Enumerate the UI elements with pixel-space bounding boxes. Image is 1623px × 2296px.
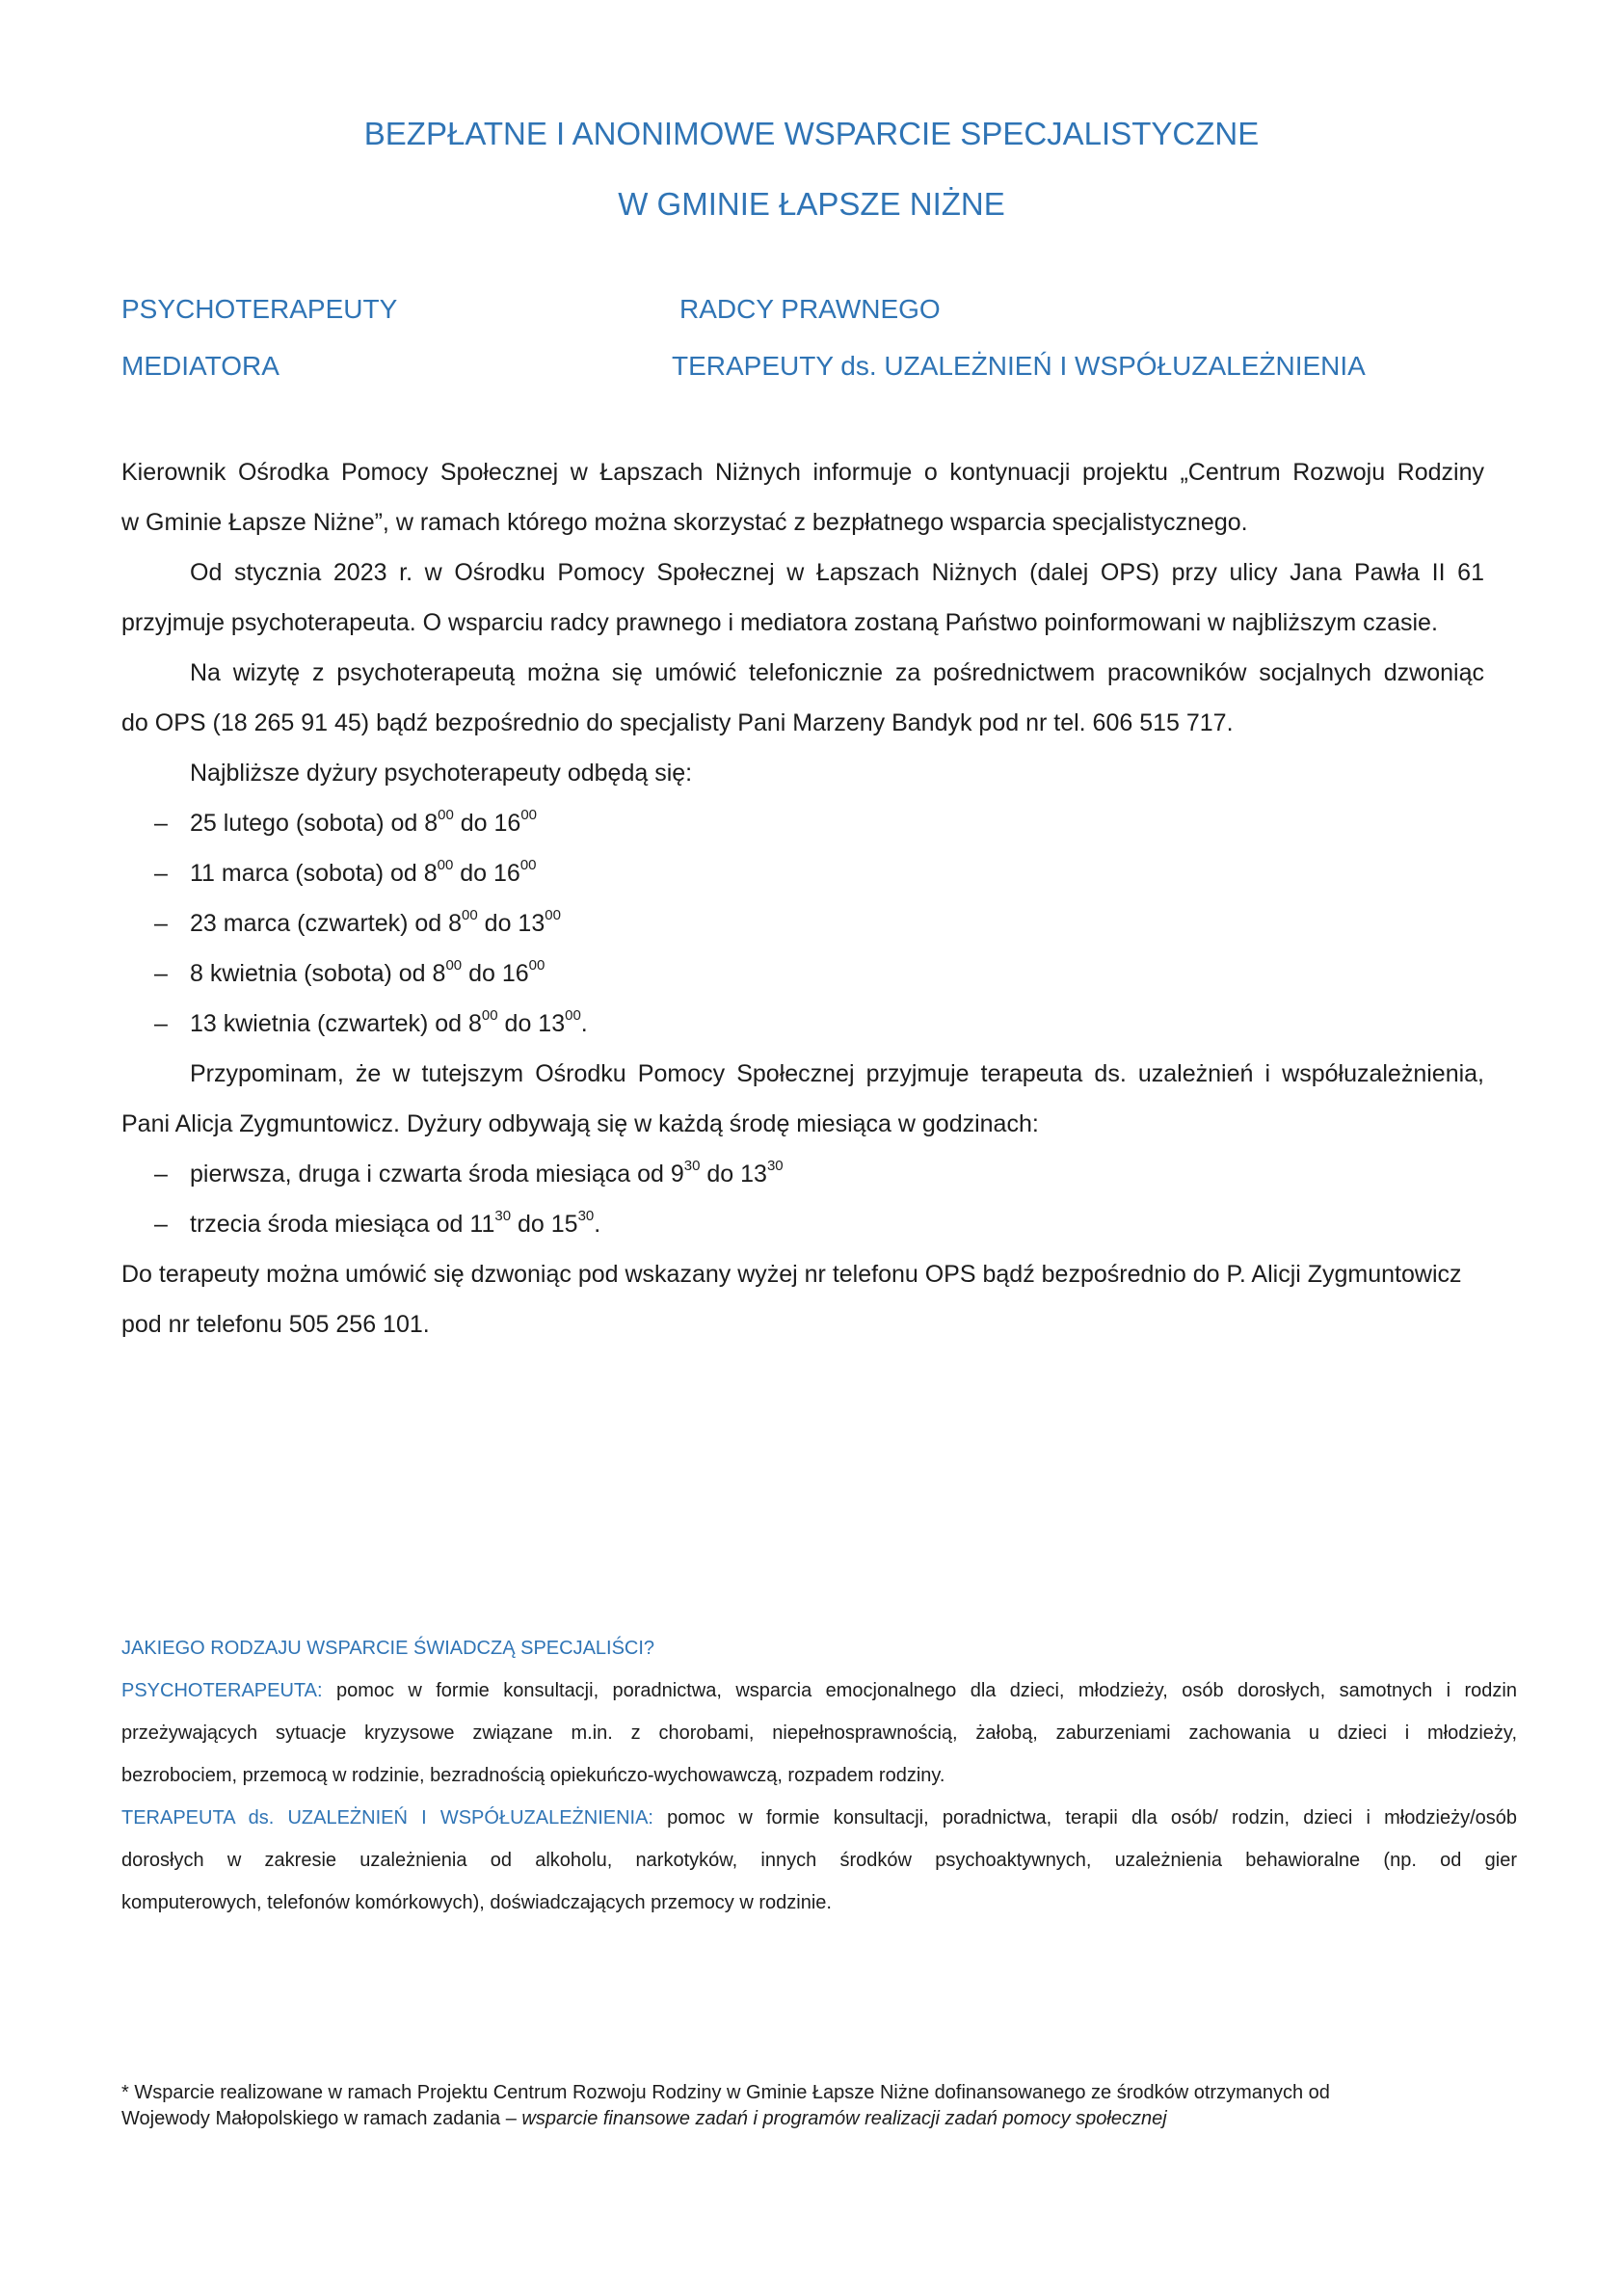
footnote-task-name: wsparcie finansowe zadań i programów realizacji zadań pomocy społecznej <box>521 2108 1167 2129</box>
paragraph-4: Najbliższe dyżury psychoterapeuty odbędą się: <box>190 760 693 787</box>
paragraph-1-line-2: w Gminie Łapsze Niżne”, w ramach którego można skorzystać z bezpłatnego wsparcia specjalistycznego. <box>121 509 1248 536</box>
list-dash: – <box>154 810 168 837</box>
specialist-terapeuta-uzaleznien: TERAPEUTY ds. UZALEŻNIEŃ I WSPÓŁUZALEŻNIENIA <box>672 351 1366 381</box>
list-dash: – <box>154 1010 168 1037</box>
support-info-heading: JAKIEGO RODZAJU WSPARCIE ŚWIADCZĄ SPECJALIŚCI? <box>121 1638 655 1659</box>
therapy-schedule-item: – trzecia środa miesiąca od $11^{30}$ do $15^{30}$. <box>121 1208 600 1241</box>
specialist-psychoterapeuta: PSYCHOTERAPEUTY <box>121 294 398 324</box>
paragraph-1-line-1: Kierownik Ośrodka Pomocy Społecznej w Łapszach Niżnych informuje o kontynuacji projektu „Centrum Rozwoju Rodziny <box>121 459 1484 486</box>
terapeuta-desc-line-3: komputerowych, telefonów komórkowych), doświadczających przemocy w rodzinie. <box>121 1892 832 1913</box>
terapeuta-desc-line-1: TERAPEUTA ds. UZALEŻNIEŃ I WSPÓŁUZALEŻNIENIA: pomoc w formie konsultacji, poradnictwa, terapii dla osób/ rodzin, dzieci i młodzieży/osób <box>121 1807 1517 1829</box>
schedule-item: – 25 lutego (sobota) od $8^{00}$ do $16^{00}$ <box>121 807 537 840</box>
document-title-line-2: W GMINIE ŁAPSZE NIŻNE <box>618 186 1005 222</box>
footnote-line-2: Wojewody Małopolskiego w ramach zadania – wsparcie finansowe zadań i programów realizacji zadań pomocy społecznej <box>121 2108 1167 2129</box>
psychoterapeuta-label: PSYCHOTERAPEUTA: <box>121 1680 323 1701</box>
paragraph-3-line-1: Na wizytę z psychoterapeutą można się umówić telefonicznie za pośrednictwem pracowników socjalnych dzwoniąc <box>190 659 1484 686</box>
list-dash: – <box>154 910 168 937</box>
paragraph-5-line-2: Pani Alicja Zygmuntowicz. Dyżury odbywają się w każdą środę miesiąca w godzinach: <box>121 1110 1039 1137</box>
therapy-schedule-item: – pierwsza, druga i czwarta środa miesiąca od $9^{30}$ do $13^{30}$ <box>121 1158 784 1190</box>
psychoterapeuta-desc-line-2: przeżywających sytuacje kryzysowe związane m.in. z chorobami, niepełnosprawnością, żałobą, zaburzeniami zachowania u dzieci i młodzieży, <box>121 1722 1517 1744</box>
paragraph-2-line-2: przyjmuje psychoterapeuta. O wsparciu radcy prawnego i mediatora zostaną Państwo poinformowani w najbliższym czasie. <box>121 609 1438 636</box>
psychoterapeuta-desc-line-1: PSYCHOTERAPEUTA: pomoc w formie konsultacji, poradnictwa, wsparcia emocjonalnego dla dzieci, młodzieży, osób dorosłych, samotnych i rodzin <box>121 1680 1517 1701</box>
schedule-item: – 11 marca (sobota) od $8^{00}$ do $16^{00}$ <box>121 857 537 890</box>
terapeuta-desc-line-2: dorosłych w zakresie uzależnienia od alkoholu, narkotyków, innych środków psychoaktywnych, uzależnienia behawioralne (np. od gier <box>121 1850 1517 1871</box>
list-dash: – <box>154 1161 168 1188</box>
schedule-item: – 13 kwietnia (czwartek) od $8^{00}$ do $13^{00}$. <box>121 1007 588 1040</box>
paragraph-5-line-1: Przypominam, że w tutejszym Ośrodku Pomocy Społecznej przyjmuje terapeuta ds. uzależnień i współuzależnienia, <box>190 1060 1484 1087</box>
psychoterapeuta-desc-line-3: bezrobociem, przemocą w rodzinie, bezradnością opiekuńczo-wychowawczą, rozpadem rodziny. <box>121 1765 945 1786</box>
list-dash: – <box>154 1211 168 1238</box>
list-dash: – <box>154 960 168 987</box>
document-title-line-1: BEZPŁATNE I ANONIMOWE WSPARCIE SPECJALISTYCZNE <box>363 116 1260 151</box>
terapeuta-label: TERAPEUTA ds. UZALEŻNIEŃ I WSPÓŁUZALEŻNIENIA: <box>121 1807 653 1829</box>
specialist-mediator: MEDIATORA <box>121 351 279 381</box>
paragraph-6-line-2: pod nr telefonu 505 256 101. <box>121 1311 430 1338</box>
specialist-radca-prawny: RADCY PRAWNEGO <box>679 294 941 324</box>
schedule-item: – 23 marca (czwartek) od $8^{00}$ do $13^{00}$ <box>121 907 561 940</box>
paragraph-6-line-1: Do terapeuty można umówić się dzwoniąc pod wskazany wyżej nr telefonu OPS bądź bezpośrednio do P. Alicji Zygmuntowicz <box>121 1261 1462 1288</box>
paragraph-3-line-2: do OPS (18 265 91 45) bądź bezpośrednio do specjalisty Pani Marzeny Bandyk pod nr tel. 606 515 717. <box>121 709 1234 736</box>
schedule-item: – 8 kwietnia (sobota) od $8^{00}$ do $16^{00}$ <box>121 957 545 990</box>
footnote-line-1: * Wsparcie realizowane w ramach Projektu Centrum Rozwoju Rodziny w Gminie Łapsze Niżne dofinansowanego ze środków otrzymanych od <box>121 2082 1330 2103</box>
list-dash: – <box>154 860 168 887</box>
paragraph-2-line-1: Od stycznia 2023 r. w Ośrodku Pomocy Społecznej w Łapszach Niżnych (dalej OPS) przy ulicy Jana Pawła II 61 <box>190 559 1484 586</box>
